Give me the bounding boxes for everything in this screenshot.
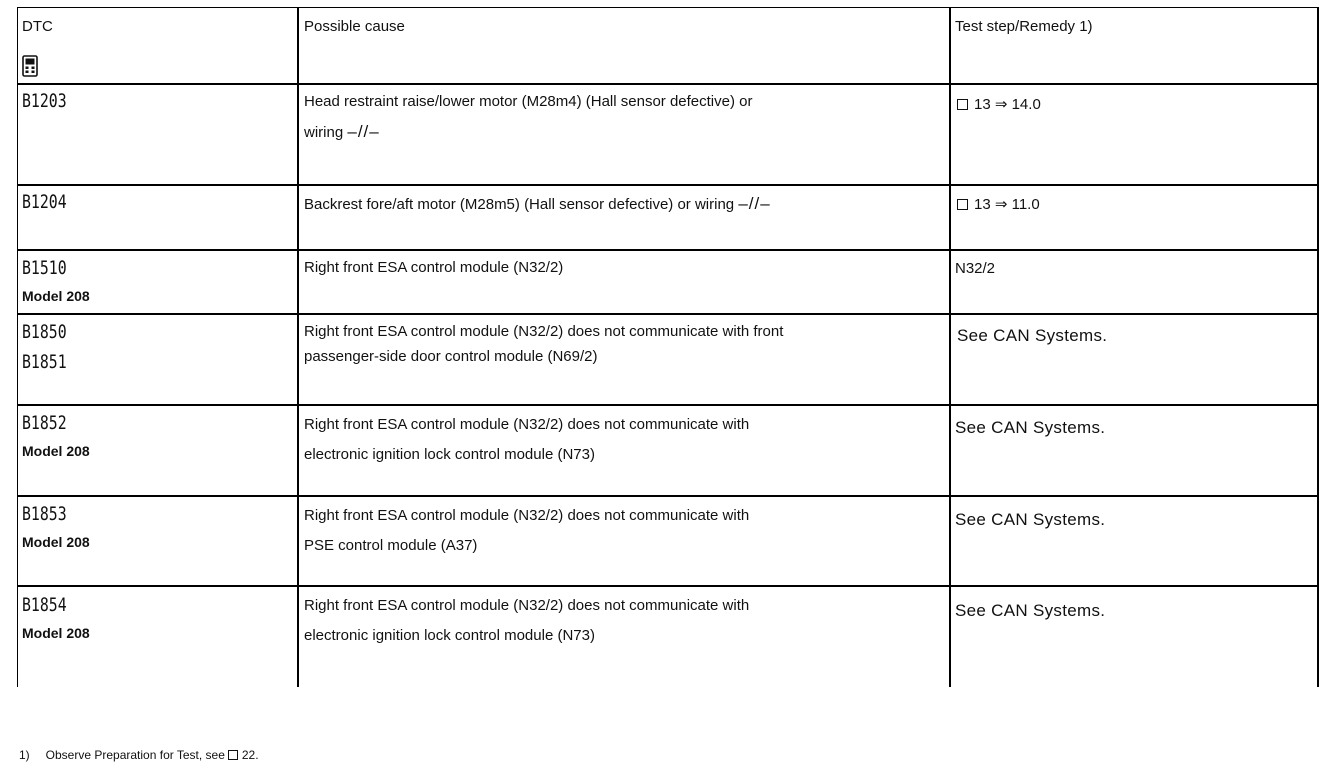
model-label: Model 208 bbox=[22, 625, 90, 641]
dtc-code: B1851 bbox=[22, 351, 67, 373]
cause-line: electronic ignition lock control module (N73) bbox=[304, 446, 595, 463]
see-can-systems-link[interactable]: See CAN Systems. bbox=[955, 510, 1106, 529]
cause-line: Head restraint raise/lower motor (M28m4) (Hall sensor defective) or bbox=[304, 93, 753, 110]
table-row-cause bbox=[304, 189, 944, 220]
cause-line: Right front ESA control module (N32/2) does not communicate with bbox=[304, 597, 750, 614]
table-row-dtc bbox=[22, 257, 292, 305]
model-label: Model 208 bbox=[22, 443, 90, 459]
table-row-remedy bbox=[957, 95, 1041, 115]
table-row-cause bbox=[304, 410, 944, 470]
model-label: Model 208 bbox=[22, 288, 90, 304]
header-dtc: DTC bbox=[22, 18, 53, 35]
column-divider bbox=[949, 7, 951, 687]
see-can-systems-link[interactable]: See CAN Systems. bbox=[957, 326, 1108, 345]
row-divider bbox=[17, 83, 1319, 85]
see-can-systems-link[interactable]: See CAN Systems. bbox=[955, 601, 1106, 620]
row-divider bbox=[17, 495, 1319, 497]
dtc-code: B1853 bbox=[22, 503, 67, 525]
reference-box-icon bbox=[228, 750, 238, 760]
dtc-table bbox=[17, 7, 1319, 687]
star-diagnosis-tester-icon bbox=[22, 55, 38, 82]
table-row-cause bbox=[304, 319, 944, 369]
see-can-systems-link[interactable]: See CAN Systems. bbox=[955, 418, 1106, 437]
reference-box-icon bbox=[957, 99, 968, 110]
table-row-remedy bbox=[957, 195, 1040, 215]
table-row-remedy bbox=[955, 259, 995, 279]
table-row-dtc bbox=[22, 594, 292, 642]
cause-line bbox=[304, 189, 944, 220]
row-divider bbox=[17, 585, 1319, 587]
footnote bbox=[19, 748, 259, 762]
table-row-remedy bbox=[955, 601, 1105, 621]
row-divider bbox=[17, 404, 1319, 406]
header-test-step-remedy: Test step/Remedy 1) bbox=[955, 18, 1093, 35]
table-row-cause bbox=[304, 591, 944, 651]
cause-line: electronic ignition lock control module (N73) bbox=[304, 627, 595, 644]
table-row-dtc bbox=[22, 191, 292, 213]
cause-line: Right front ESA control module (N32/2) does not communicate with front bbox=[304, 323, 784, 340]
table-row-remedy bbox=[957, 326, 1107, 346]
remedy-text[interactable]: 13 ⇒ 11.0 bbox=[974, 196, 1040, 213]
table-border-top bbox=[17, 7, 1319, 8]
row-divider bbox=[17, 184, 1319, 186]
cause-line-text: Backrest fore/aft motor (M28m5) (Hall sensor defective) or wiring bbox=[304, 196, 735, 213]
dtc-code: B1203 bbox=[22, 90, 67, 112]
table-row-cause bbox=[304, 501, 944, 561]
cause-line: Right front ESA control module (N32/2) does not communicate with bbox=[304, 507, 750, 524]
table-border-left bbox=[17, 7, 18, 687]
table-row-dtc bbox=[22, 412, 292, 460]
table-row-dtc bbox=[22, 90, 292, 112]
column-divider bbox=[297, 7, 299, 687]
table-row-cause bbox=[304, 253, 944, 283]
cause-line: Right front ESA control module (N32/2) does not communicate with bbox=[304, 416, 750, 433]
table-row-dtc bbox=[22, 321, 292, 373]
dtc-code: B1204 bbox=[22, 191, 67, 213]
cause-line: passenger-side door control module (N69/2) bbox=[304, 348, 598, 365]
cause-line: Right front ESA control module (N32/2) bbox=[304, 259, 564, 276]
table-border-right bbox=[1317, 7, 1319, 687]
wiring-symbol: –//– bbox=[738, 194, 771, 213]
remedy-text: N32/2 bbox=[955, 260, 996, 277]
dtc-code: B1510 bbox=[22, 257, 67, 279]
footnote-text: Observe Preparation for Test, see bbox=[45, 748, 225, 762]
table-row-remedy bbox=[955, 418, 1105, 438]
wiring-symbol: –//– bbox=[347, 122, 380, 141]
dtc-code: B1850 bbox=[22, 321, 67, 343]
reference-box-icon bbox=[957, 199, 968, 210]
table-row-dtc bbox=[22, 503, 292, 551]
cause-line-text: wiring bbox=[304, 124, 344, 141]
cause-line bbox=[304, 117, 944, 148]
cause-line: PSE control module (A37) bbox=[304, 537, 478, 554]
dtc-code: B1854 bbox=[22, 594, 67, 616]
dtc-code: B1852 bbox=[22, 412, 67, 434]
footnote-page-ref[interactable]: 22. bbox=[241, 748, 259, 762]
table-row-remedy bbox=[955, 510, 1105, 530]
footnote-number: 1) bbox=[19, 748, 30, 762]
row-divider bbox=[17, 313, 1319, 315]
table-row-cause bbox=[304, 87, 944, 148]
row-divider bbox=[17, 249, 1319, 251]
remedy-text[interactable]: 13 ⇒ 14.0 bbox=[974, 96, 1041, 113]
model-label: Model 208 bbox=[22, 534, 90, 550]
header-possible-cause: Possible cause bbox=[304, 18, 405, 35]
